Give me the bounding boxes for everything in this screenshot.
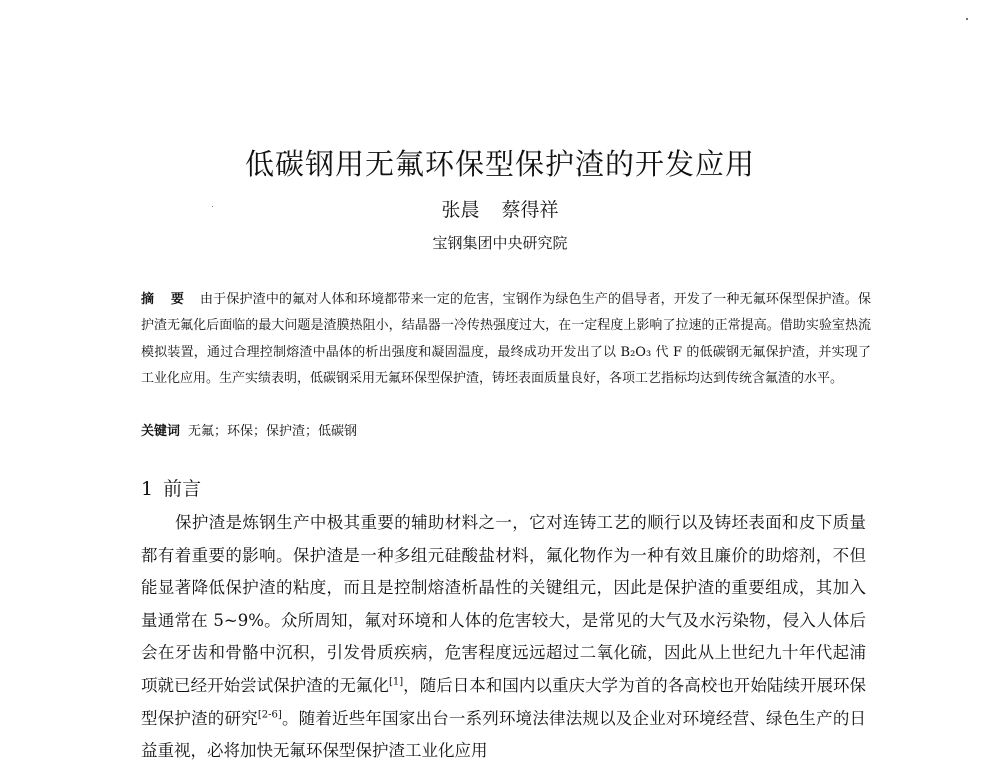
body-paragraph bbox=[141, 507, 866, 768]
citation: [1] bbox=[388, 676, 404, 688]
scan-speck bbox=[212, 206, 213, 207]
abstract bbox=[141, 287, 871, 393]
author-name: 张晨 bbox=[441, 199, 480, 221]
keywords-label: 关键词 bbox=[141, 424, 181, 439]
section-title: 前言 bbox=[163, 478, 202, 500]
keywords-text: 无氟；环保；保护渣；低碳钢 bbox=[188, 424, 358, 439]
abstract-text: 由于保护渣中的氟对人体和环境都带来一定的危害，宝钢作为绿色生产的倡导者，开发了一种无氟环保型保护渣。保护渣无氟化后面临的最大问题是渣膜热阻小，结晶器一冷传热强度过大，在一定程度上影响了拉速的正常提高。借助实验室热流模拟装置，通过合理控制熔渣中晶体的析出强度和凝固温度，最终成功开发出了以 B₂O₃ 代 F 的低碳钢无氟保护渣，并实现了工业化应用。生产实绩表明，低碳钢采用无氟环保型保护渣，铸坯表面质量良好，各项工艺指标均达到传统含氟渣的水平。 bbox=[141, 292, 871, 387]
author-list bbox=[0, 195, 1000, 222]
section-heading bbox=[141, 474, 201, 501]
section-number: 1 bbox=[141, 478, 154, 500]
citation: [2-6] bbox=[257, 709, 282, 721]
author-name: 蔡得祥 bbox=[501, 199, 559, 221]
body-text: ，随后日本和国内以重庆大学为首的各高校也开始陆续开展环保型保护渣的研究 bbox=[141, 675, 867, 728]
abstract-label: 摘 要 bbox=[141, 292, 191, 307]
affiliation: 宝钢集团中央研究院 bbox=[432, 234, 568, 252]
keywords bbox=[141, 420, 871, 439]
body-text: 保护渣是炼钢生产中极其重要的辅助材料之一，它对连铸工艺的顺行以及铸坯表面和皮下质量都有着重要的影响。保护渣是一种多组元硅酸盐材料，氟化物作为一种有效且廉价的助熔剂，不但能显著降低保护渣的粘度，而且是控制熔渣析晶性的关键组元，因此是保护渣的重要组成，其加入量通常在 5~9%。众所周知，氟对环境和人体的危害较大，是常见的大气及水污染物，侵入人体后会在牙齿和骨骼中沉积，引发骨质疾病，危害程度远远超过二氧化硫，因此从上世纪九十年代起浦项就已经开始尝试保护渣的无氟化 bbox=[141, 513, 866, 695]
body-text: 。随着近些年国家出台一系列环境法律法规以及企业对环境经营、绿色生产的日益重视，必将加快无氟环保型保护渣工业化应用 bbox=[141, 708, 867, 761]
paper-title: 低碳钢用无氟环保型保护渣的开发应用 bbox=[244, 147, 755, 181]
scan-speck bbox=[966, 18, 968, 20]
